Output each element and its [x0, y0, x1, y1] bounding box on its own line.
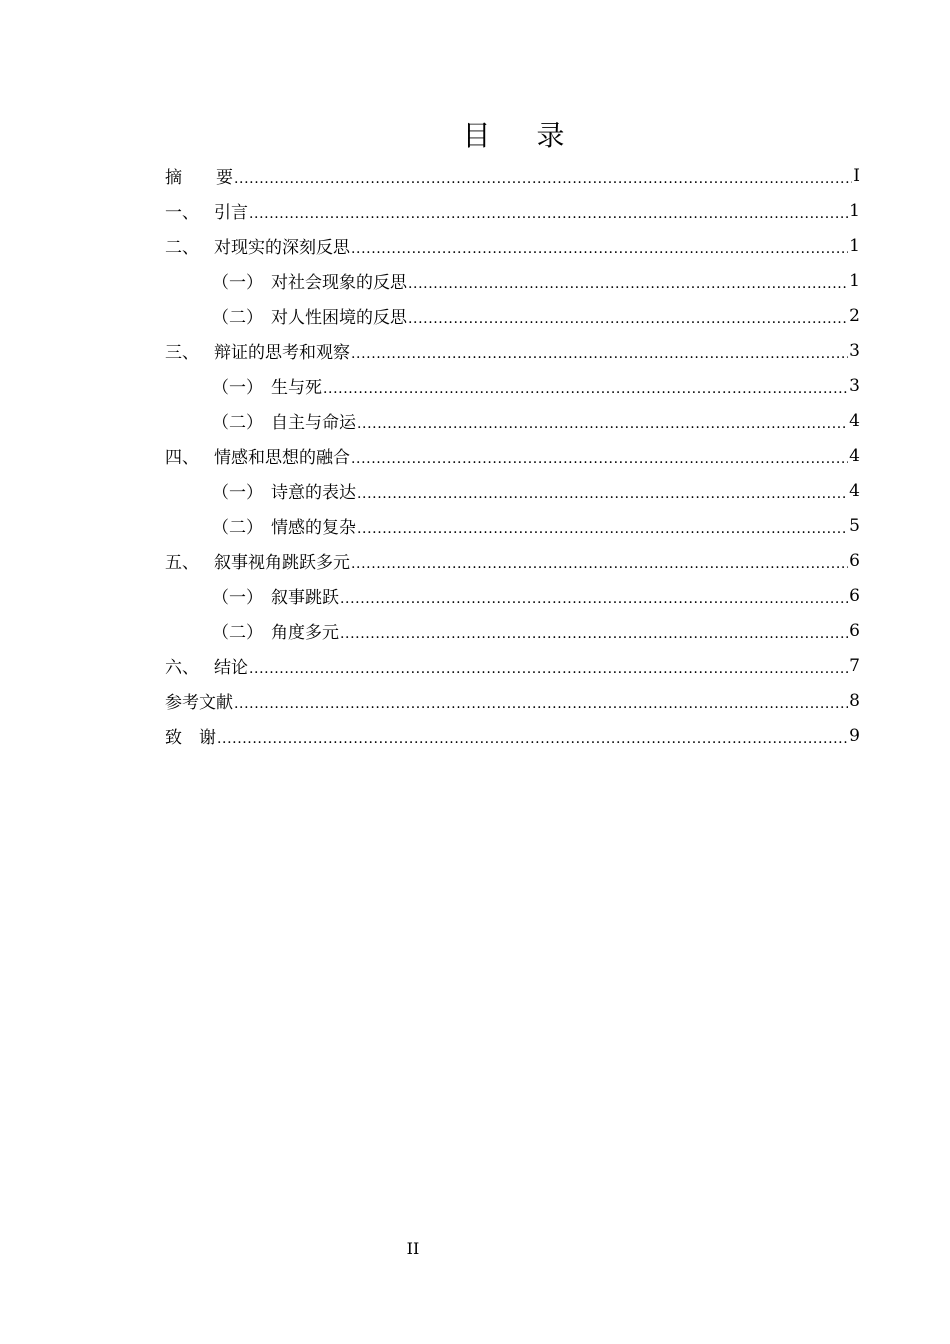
toc-entry-page: 1 [849, 235, 860, 256]
toc-dot-leader [234, 691, 848, 711]
toc-entry-page: 1 [849, 200, 860, 221]
toc-entry[interactable] [165, 438, 860, 473]
toc-title-char-2: 录 [536, 119, 565, 152]
toc-entry[interactable] [165, 718, 860, 753]
toc-entry-page: 6 [849, 620, 860, 641]
toc-entry-number: 一、 [165, 203, 199, 223]
toc-entry-label: 叙事视角跳跃多元 [214, 553, 350, 573]
toc-entry-label: 引言 [214, 203, 248, 223]
toc-title-char-1: 目 [462, 119, 491, 152]
toc-dot-leader [340, 586, 848, 606]
toc-entry[interactable] [165, 473, 860, 508]
toc-entry-number: （一） [212, 588, 263, 608]
toc-entry-label: 辩证的思考和观察 [214, 343, 350, 363]
toc-entry-number: （二） [212, 518, 263, 538]
toc-entry-number: （二） [212, 623, 263, 643]
toc-dot-leader [357, 411, 848, 431]
toc-dot-leader [408, 306, 848, 326]
toc-entry[interactable] [165, 228, 860, 263]
toc-entry-page: 4 [849, 445, 860, 466]
toc-entry-page: 7 [849, 655, 860, 676]
toc-entry-label: 角度多元 [271, 623, 339, 643]
toc-entry-page: 8 [849, 690, 860, 711]
toc-entry-label: 对人性困境的反思 [271, 308, 407, 328]
toc-dot-leader [408, 271, 848, 291]
toc-entry-label: 生与死 [271, 378, 322, 398]
toc-entry-page: 9 [849, 725, 860, 746]
toc-entry-label: 摘 要 [165, 168, 233, 188]
toc-entry-label: 结论 [214, 658, 248, 678]
toc-entry-number: （一） [212, 378, 263, 398]
toc-dot-leader [351, 236, 848, 256]
toc-entry[interactable] [165, 543, 860, 578]
toc-entry-label: 情感和思想的融合 [214, 448, 350, 468]
toc-entry-number: （一） [212, 273, 263, 293]
toc-dot-leader [323, 376, 848, 396]
toc-entry-page: 4 [849, 410, 860, 431]
toc-entry[interactable] [165, 298, 860, 333]
toc-entry[interactable] [165, 508, 860, 543]
toc-entry-number: （二） [212, 308, 263, 328]
toc-entry-label: 叙事跳跃 [271, 588, 339, 608]
toc-entry-page: 6 [849, 550, 860, 571]
toc-dot-leader [234, 166, 852, 186]
toc-entry-label: 情感的复杂 [271, 518, 356, 538]
toc-dot-leader [351, 446, 848, 466]
toc-entry-number: 二、 [165, 238, 199, 258]
toc-title [0, 114, 950, 154]
toc-entry[interactable] [165, 578, 860, 613]
toc-entry-page: 3 [849, 340, 860, 361]
toc-entry-page: 4 [849, 480, 860, 501]
toc-entry-number: （二） [212, 413, 263, 433]
toc-entry-page: 1 [849, 270, 860, 291]
toc-entry-number: 六、 [165, 658, 199, 678]
toc-entry[interactable] [165, 403, 860, 438]
toc-entry[interactable] [165, 683, 860, 718]
toc-entry[interactable] [165, 333, 860, 368]
toc-entry[interactable] [165, 263, 860, 298]
toc-dot-leader [340, 621, 848, 641]
toc-entry-number: 四、 [165, 448, 199, 468]
toc-dot-leader [357, 481, 848, 501]
toc-list [165, 158, 860, 753]
toc-entry-label: 自主与命运 [271, 413, 356, 433]
toc-entry-page: 3 [849, 375, 860, 396]
toc-entry-label: 致 谢 [165, 728, 216, 748]
toc-entry-label: 对社会现象的反思 [271, 273, 407, 293]
toc-dot-leader [249, 656, 848, 676]
toc-entry-label: 参考文献 [165, 693, 233, 713]
toc-dot-leader [217, 726, 848, 746]
page-number: II [406, 1239, 420, 1258]
toc-entry-number: 五、 [165, 553, 199, 573]
toc-entry-page: I [853, 165, 860, 186]
toc-entry-label: 对现实的深刻反思 [214, 238, 350, 258]
toc-entry-page: 5 [849, 515, 860, 536]
toc-entry-number: （一） [212, 483, 263, 503]
toc-entry-page: 6 [849, 585, 860, 606]
toc-dot-leader [351, 551, 848, 571]
toc-entry[interactable] [165, 158, 860, 193]
toc-entry[interactable] [165, 648, 860, 683]
toc-entry[interactable] [165, 193, 860, 228]
toc-entry[interactable] [165, 368, 860, 403]
toc-dot-leader [249, 201, 848, 221]
toc-entry-page: 2 [849, 305, 860, 326]
toc-entry[interactable] [165, 613, 860, 648]
toc-entry-number: 三、 [165, 343, 199, 363]
toc-entry-label: 诗意的表达 [271, 483, 356, 503]
toc-dot-leader [357, 516, 848, 536]
toc-dot-leader [351, 341, 848, 361]
